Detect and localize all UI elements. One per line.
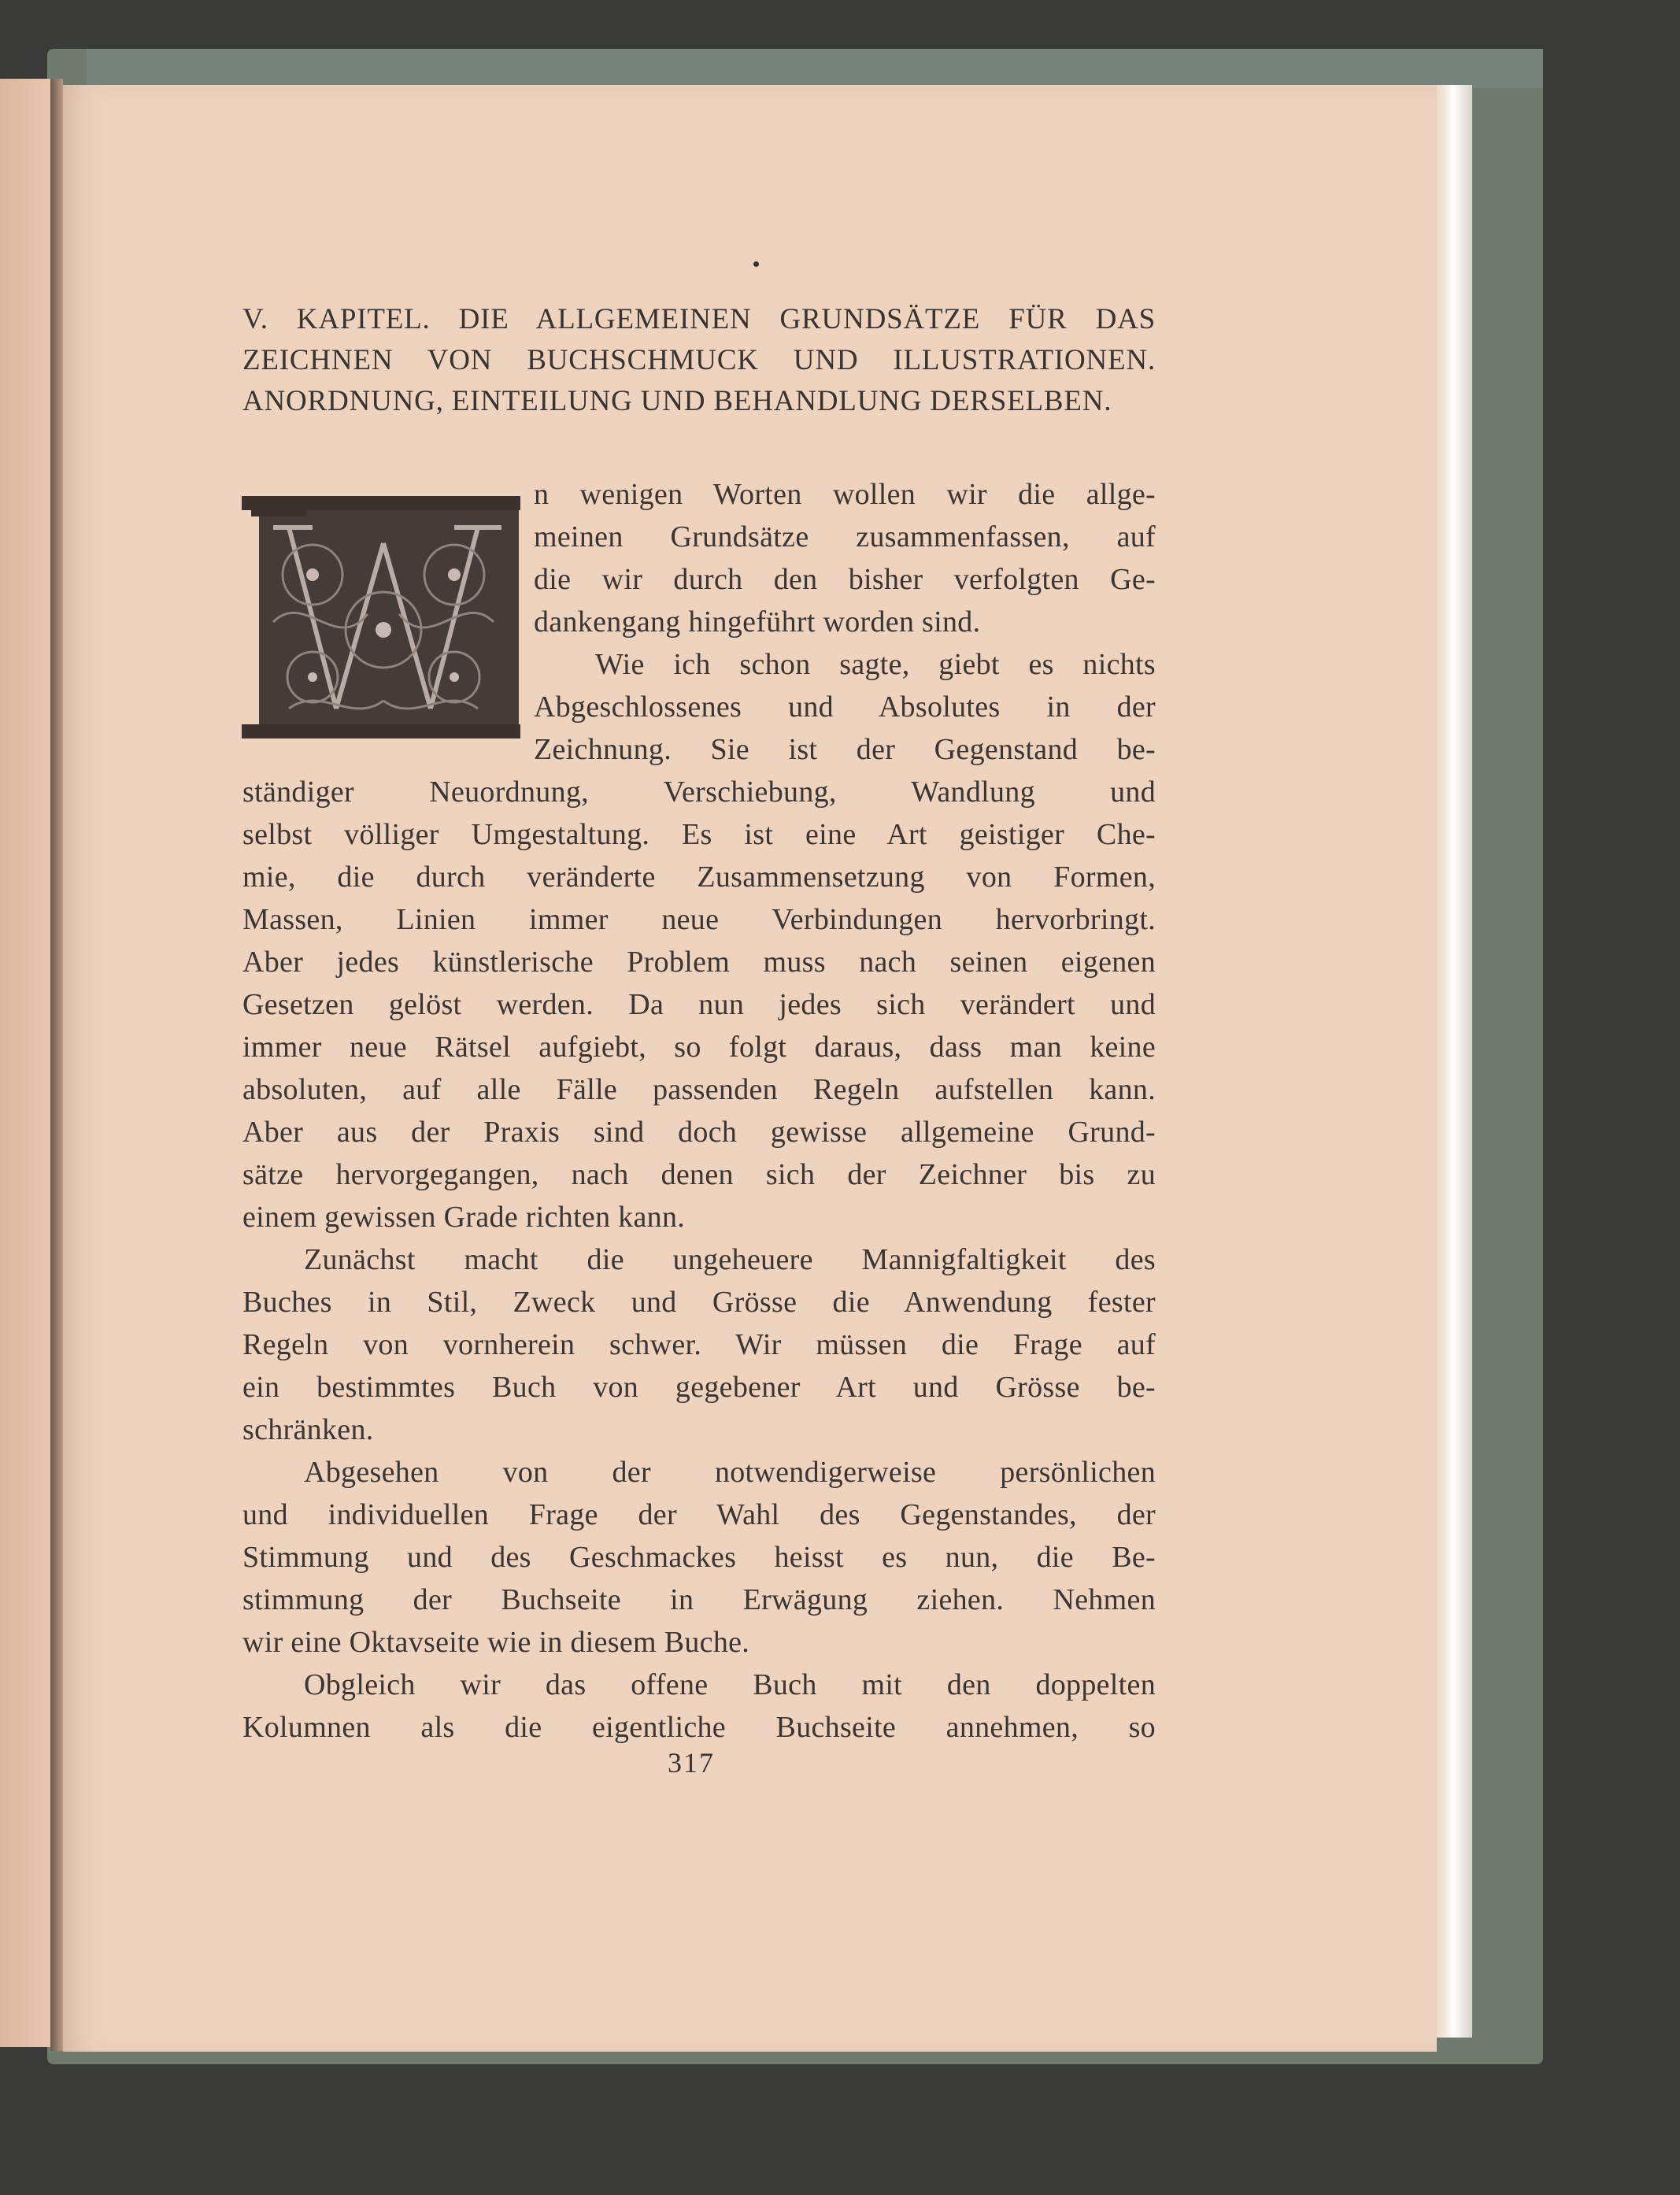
- text-line: wir eine Oktavseite wie in diesem Buche.: [242, 1626, 750, 1659]
- text-line: sätze hervorgegangen, nach denen sich der Zeichner bis zu: [242, 1158, 1156, 1191]
- text-line: Abgesehen von der notwendigerweise persönlichen: [304, 1456, 1156, 1489]
- text-line: Regeln von vornherein schwer. Wir müssen die Frage auf: [242, 1328, 1156, 1361]
- text-line: Massen, Linien immer neue Verbindungen hervorbringt.: [242, 903, 1156, 936]
- text-line: stimmung der Buchseite in Erwägung ziehen. Nehmen: [242, 1583, 1156, 1616]
- text-line: Zeichnung. Sie ist der Gegenstand be-: [534, 733, 1156, 766]
- ornamental-initial-letter: [242, 496, 520, 738]
- left-page-edge: [0, 79, 58, 2047]
- paper-speck: [753, 261, 759, 267]
- text-line: die wir durch den bisher verfolgten Ge-: [534, 563, 1156, 596]
- text-line: schränken.: [242, 1413, 374, 1446]
- text-line: Stimmung und des Geschmackes heisst es nun, die Be-: [242, 1541, 1156, 1574]
- text-line: einem gewissen Grade richten kann.: [242, 1201, 686, 1234]
- text-line: Abgeschlossenes und Absolutes in der: [534, 690, 1156, 724]
- text-line: selbst völliger Umgestaltung. Es ist eine Art geistiger Che-: [242, 818, 1156, 851]
- text-line: Kolumnen als die eigentliche Buchseite annehmen, so: [242, 1711, 1156, 1744]
- text-line: immer neue Rätsel aufgiebt, so folgt daraus, dass man keine: [242, 1031, 1156, 1064]
- text-line: Obgleich wir das offene Buch mit den doppelten: [304, 1668, 1156, 1701]
- text-line: n wenigen Worten wollen wir die allge-: [534, 478, 1156, 511]
- text-line: Wie ich schon sagte, giebt es nichts: [595, 648, 1156, 681]
- text-line: absoluten, auf alle Fälle passenden Regeln aufstellen kann.: [242, 1073, 1156, 1106]
- text-line: mie, die durch veränderte Zusammensetzung von Formen,: [242, 861, 1156, 894]
- text-line: dankengang hingeführt worden sind.: [534, 605, 981, 639]
- page-number: 317: [668, 1747, 715, 1779]
- text-line: ein bestimmtes Buch von gegebener Art und Grösse be-: [242, 1371, 1156, 1404]
- book-gutter: [50, 79, 63, 2051]
- text-line: meinen Grundsätze zusammenfassen, auf: [534, 520, 1156, 553]
- book-cover-top-edge: [87, 49, 1543, 88]
- chapter-heading: V. KAPITEL. DIE ALLGEMEINEN GRUNDSÄTZE FÜR DAS ZEICHNEN VON BUCHSCHMUCK UND ILLUSTRATIONEN. ANORDNUNG, EINTEILUNG UND BEHANDLUNG DERSELBEN.: [242, 303, 1156, 417]
- text-line: Gesetzen gelöst werden. Da nun jedes sich verändert und: [242, 988, 1156, 1021]
- text-line: Zunächst macht die ungeheuere Mannigfaltigkeit des: [304, 1243, 1156, 1276]
- text-line: und individuellen Frage der Wahl des Gegenstandes, der: [242, 1498, 1156, 1531]
- text-line: Aber aus der Praxis sind doch gewisse allgemeine Grund-: [242, 1116, 1156, 1149]
- text-line: ständiger Neuordnung, Verschiebung, Wandlung und: [242, 775, 1156, 809]
- text-line: Aber jedes künstlerische Problem muss nach seinen eigenen: [242, 946, 1156, 979]
- text-line: Buches in Stil, Zweck und Grösse die Anwendung fester: [242, 1286, 1156, 1319]
